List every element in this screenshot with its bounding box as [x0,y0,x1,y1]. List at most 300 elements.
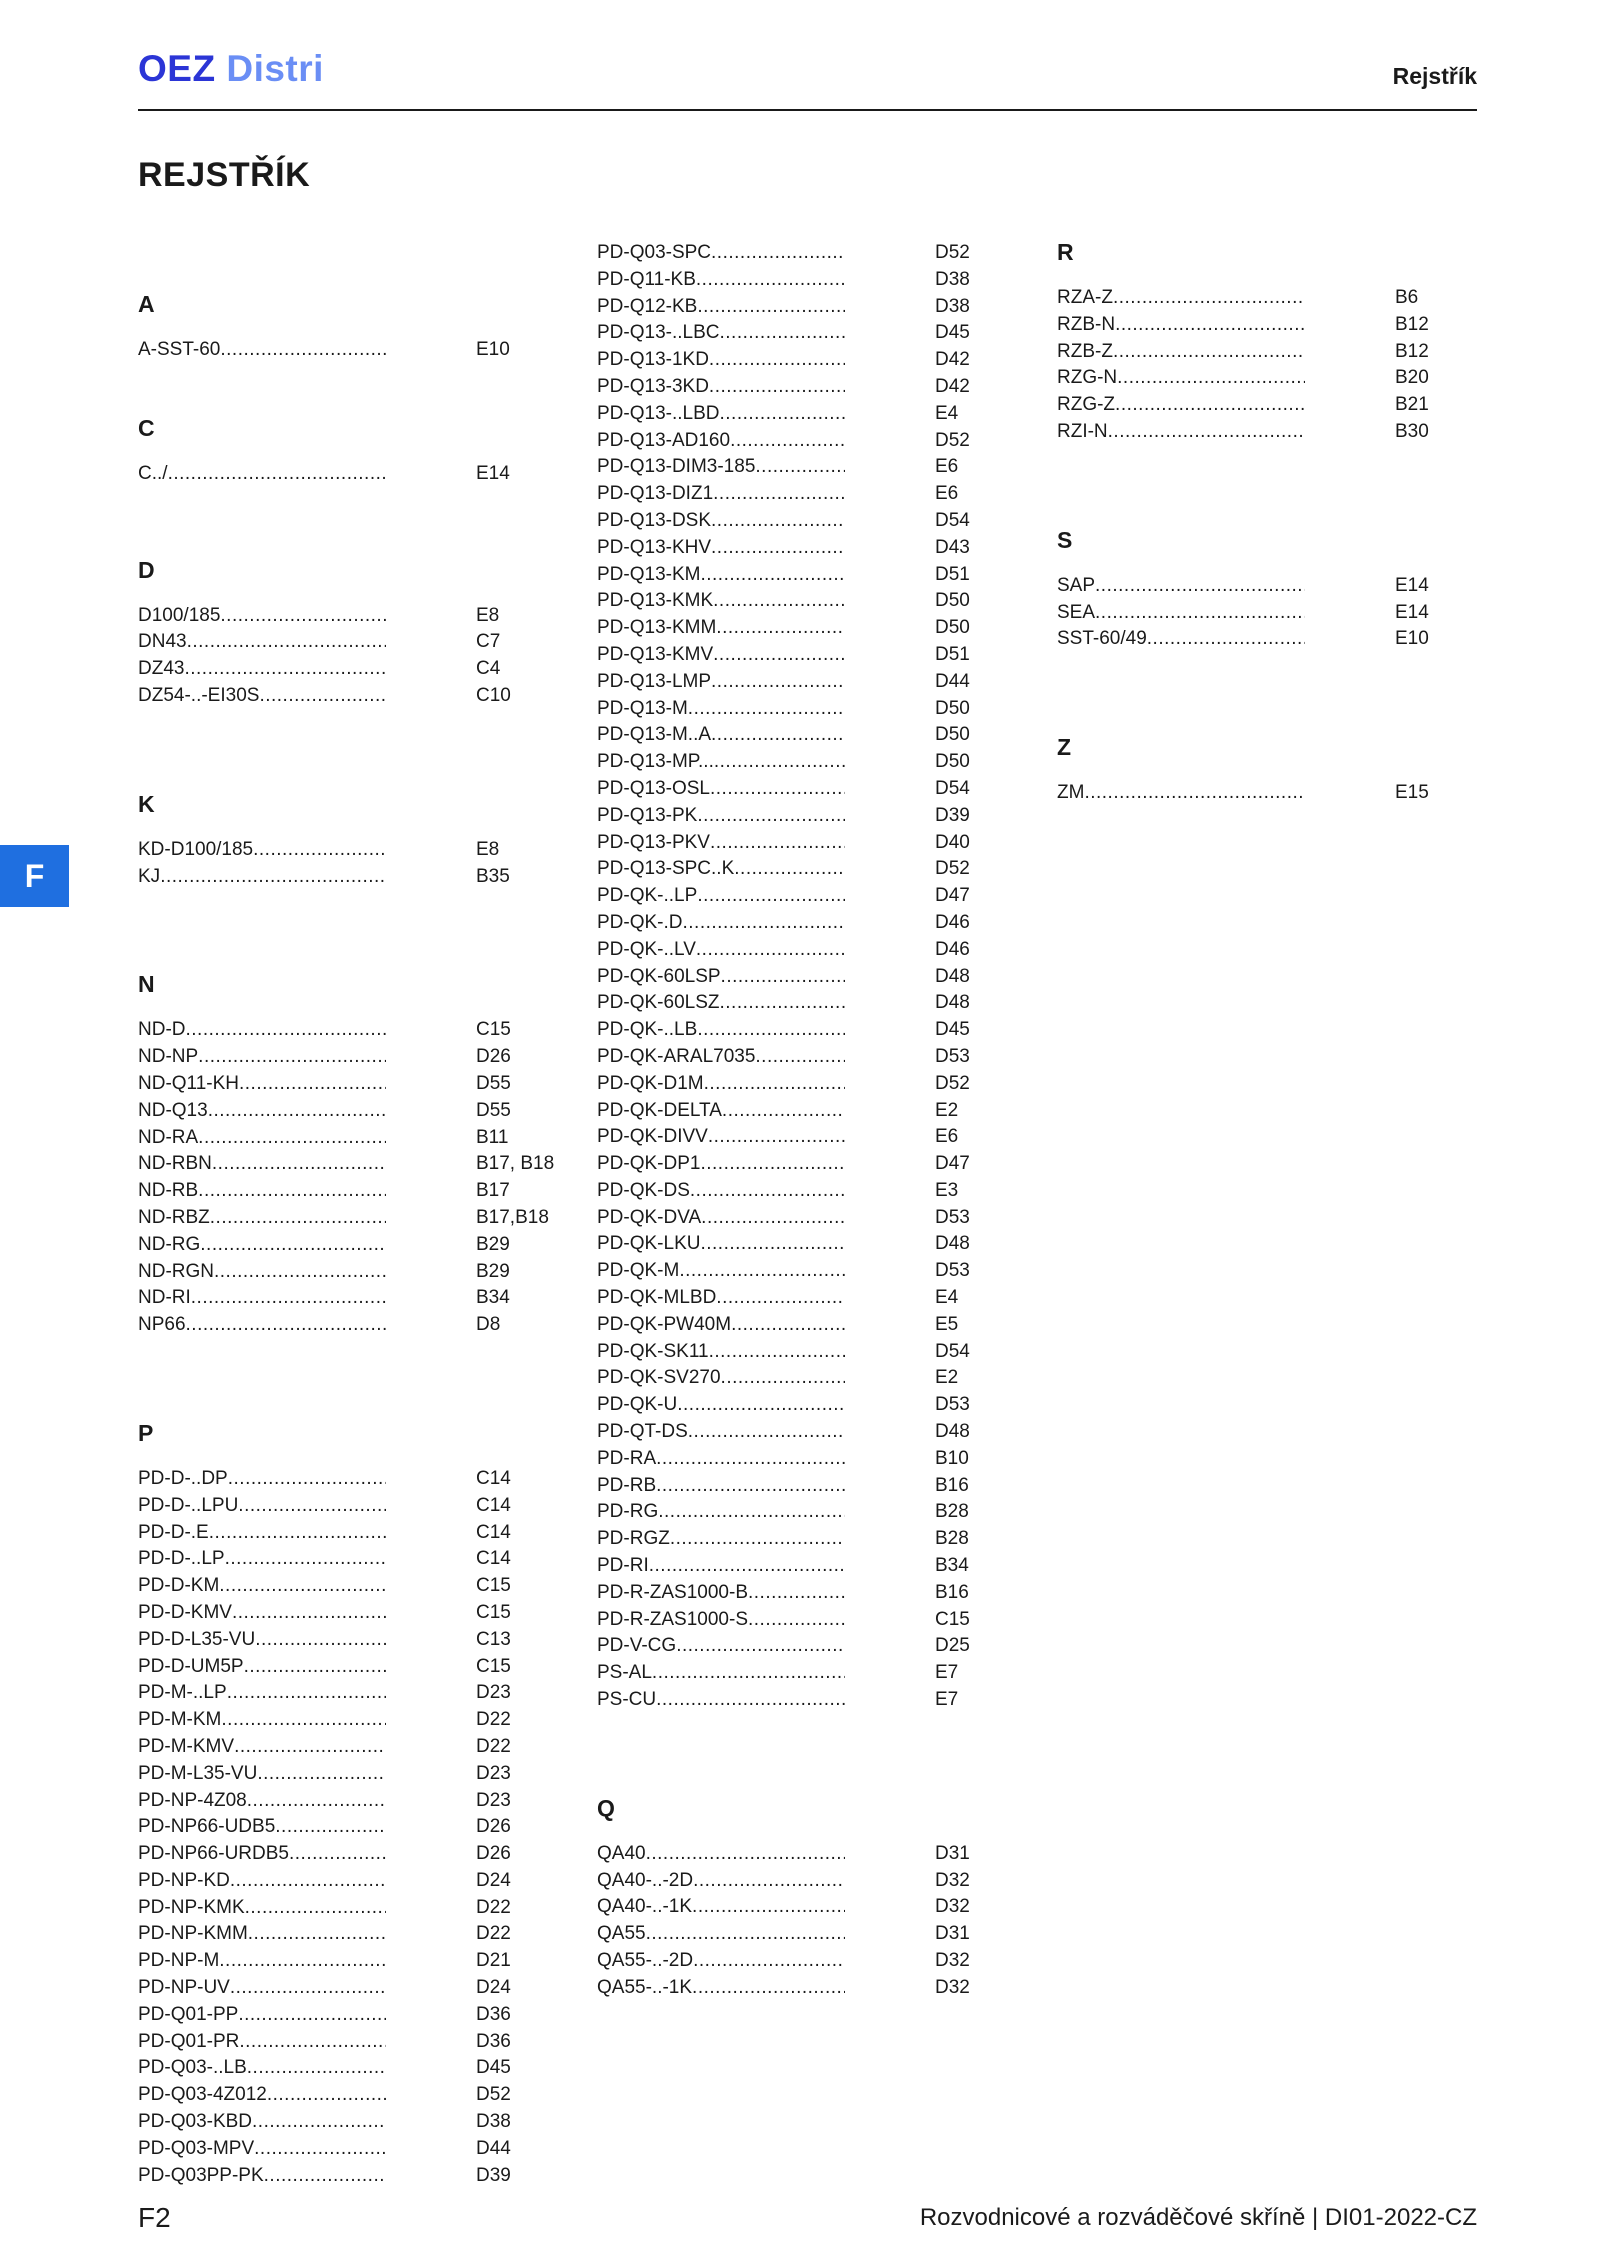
index-entry[interactable] [138,2002,558,2029]
index-entry-code: PD-Q13-MP... ..... [597,749,845,775]
index-entry-code: PD-Q13-DSK ..... [597,508,845,534]
index-entry[interactable] [597,642,1017,669]
index-entry[interactable] [1057,419,1477,446]
index-entry[interactable] [138,683,558,710]
index-entry-code: PD-QK-60LSZ ..... [597,990,845,1016]
index-entry-page: B17, B18 [476,1153,555,1175]
index-entry[interactable] [138,1312,558,1339]
index-entry[interactable] [597,1151,1017,1178]
index-entry[interactable] [138,2136,558,2163]
index-entry-page: D44 [935,670,970,692]
index-entry-page: B6 [1395,287,1419,308]
index-entry[interactable] [597,910,1017,937]
index-entry[interactable] [138,1868,558,1895]
index-entry-page: D55 [476,1072,511,1094]
index-entry[interactable] [597,1178,1017,1205]
index-entry[interactable] [138,656,558,683]
index-entry-page: E3 [935,1179,959,1201]
index-entry-page: B28 [935,1528,969,1550]
index-entry-code: PD-QK-..LV ..... [597,937,845,963]
index-entry-page: D53 [935,1206,970,1228]
index-entry-code: PD-QK-DS ..... [597,1178,845,1204]
index-entry-code: DZ54-..-EI30S ..... [138,683,386,709]
index-entry-page: D36 [476,2003,511,2025]
index-entry[interactable] [138,1948,558,1975]
index-entry-page: B28 [935,1501,969,1523]
index-entry-code: ND-RB ..... [138,1178,386,1204]
index-entry-page: D25 [935,1635,970,1657]
index-entry-code: PD-QK-PW40M ..... [597,1312,845,1338]
index-entry[interactable] [597,830,1017,857]
index-entry[interactable] [597,240,1017,267]
index-entry-code: PD-QK-60LSP ..... [597,964,845,990]
index-entry[interactable] [597,1365,1017,1392]
index-letter-heading: N [138,971,155,998]
index-entry-code: PS-AL ..... [597,1660,845,1686]
index-entry-code: PD-QK-DVA ..... [597,1205,845,1231]
index-entry-page: C14 [476,1521,511,1543]
index-entry[interactable] [597,1921,1017,1948]
index-entry-page: C7 [476,631,501,653]
index-entry[interactable] [138,337,558,364]
index-entry[interactable] [138,1259,558,1286]
index-entry-code: PS-CU ..... [597,1687,845,1713]
index-entry-page: C15 [476,1655,511,1677]
index-entry-code: PD-NP-KMK ..... [138,1895,386,1921]
index-entry[interactable] [597,1285,1017,1312]
index-entry-page: D24 [476,1977,511,1999]
index-entry[interactable] [138,1546,558,1573]
index-entry-page: D22 [476,1923,511,1945]
index-entry[interactable] [597,1312,1017,1339]
index-entry-page: B16 [935,1474,969,1496]
index-entry-code: PD-QK-SV270 ..... [597,1365,845,1391]
index-entry-code: PD-D-..LP ..... [138,1546,386,1572]
index-entry-page: E2 [935,1099,959,1121]
index-entry[interactable] [138,1466,558,1493]
index-entry-code: PD-M-KMV ..... [138,1734,386,1760]
index-entry[interactable] [597,1499,1017,1526]
index-entry[interactable] [138,864,558,891]
index-entry[interactable] [597,588,1017,615]
index-entry-page: B17,B18 [476,1206,549,1228]
index-entry-code: QA55-..-1K ..... [597,1975,845,2001]
index-entry-code: D100/185 ..... [138,603,386,629]
index-entry[interactable] [138,2109,558,2136]
index-entry-code: QA40-..-1K ..... [597,1894,845,1920]
index-entry-code: ND-RBN ..... [138,1151,386,1177]
index-entry[interactable] [597,1660,1017,1687]
index-entry-page: E5 [935,1313,959,1335]
group-spacer [1057,653,1477,735]
index-entry-page: B29 [476,1233,510,1255]
index-entry[interactable] [597,1017,1017,1044]
index-entry[interactable] [597,776,1017,803]
index-entry[interactable] [138,603,558,630]
index-entry[interactable] [138,837,558,864]
index-entry[interactable] [597,1975,1017,2002]
index-entry[interactable] [597,803,1017,830]
index-entry-page: D51 [935,563,970,585]
index-entry-page: D39 [476,2164,511,2186]
index-column-2 [597,240,1017,2002]
index-entry[interactable] [138,1493,558,1520]
index-entry[interactable] [597,347,1017,374]
index-entry[interactable] [597,1419,1017,1446]
index-entry[interactable] [597,883,1017,910]
index-entry-code: PD-Q03-..LB ..... [138,2055,386,2081]
index-entry[interactable] [138,629,558,656]
index-entry-code: KJ ..... [138,864,386,890]
index-entry-code: PD-QK-.D ..... [597,910,845,936]
index-entry-page: C15 [935,1608,970,1630]
index-entry[interactable] [138,1285,558,1312]
index-entry-code: RZA-Z ..... [1057,285,1305,311]
index-entry-page: D54 [935,1340,970,1362]
index-entry[interactable] [597,562,1017,589]
index-entry-code: PD-D-..LPU ..... [138,1493,386,1519]
index-entry[interactable] [138,1627,558,1654]
index-entry-code: PD-Q03PP-PK ..... [138,2163,386,2189]
index-entry-code: PD-RG ..... [597,1499,845,1525]
index-entry[interactable] [138,1573,558,1600]
index-entry-code: DZ43 ..... [138,656,386,682]
index-entry-code: PD-R-ZAS1000-S ..... [597,1607,845,1633]
index-entry-page: D52 [476,2084,511,2106]
index-entry[interactable] [138,1044,558,1071]
index-entry[interactable] [597,1258,1017,1285]
index-entry[interactable] [138,461,558,488]
index-entry[interactable] [138,1654,558,1681]
index-entry-code: PD-Q13-..LBD ..... [597,401,845,427]
index-entry-code: PD-Q13-OSL ..... [597,776,845,802]
index-entry[interactable] [138,1600,558,1627]
index-entry[interactable] [138,1734,558,1761]
index-entry[interactable] [138,2163,558,2190]
index-entry-code: PD-RB ..... [597,1473,845,1499]
index-entry[interactable] [138,1205,558,1232]
index-entry-code: PD-D-..DP ..... [138,1466,386,1492]
index-entry[interactable] [1057,600,1477,627]
index-letter-heading: A [138,291,155,317]
index-entry-page: E7 [935,1689,959,1711]
index-entry-page: D52 [935,858,970,880]
index-entry[interactable] [597,696,1017,723]
index-entry-page: D50 [935,724,970,746]
group-spacer [138,1339,558,1421]
index-entry-page: C14 [476,1467,511,1489]
index-entry[interactable] [597,669,1017,696]
index-entry-code: QA40 ..... [597,1841,845,1867]
index-entry[interactable] [597,1473,1017,1500]
index-entry-page: D22 [476,1735,511,1757]
index-entry-page: D54 [935,777,970,799]
index-letter-heading: D [138,556,155,583]
index-entry-page: D26 [476,1843,511,1865]
index-entry-code: PD-V-CG ..... [597,1633,845,1659]
index-entry-page: D48 [935,992,970,1014]
index-entry-page: C15 [476,1575,511,1597]
index-entry-code: ND-RA ..... [138,1125,386,1151]
index-entry[interactable] [138,1895,558,1922]
index-letter-heading: R [1057,239,1074,265]
index-entry-page: D53 [935,1260,970,1282]
index-entry[interactable] [138,1921,558,1948]
index-entry[interactable] [597,964,1017,991]
index-entry-code: PD-M-..LP ..... [138,1680,386,1706]
index-entry[interactable] [597,320,1017,347]
index-entry-page: D42 [935,375,970,397]
index-entry-code: PD-NP-4Z08 ..... [138,1788,386,1814]
index-entry-code: PD-QK-ARAL7035 ..... [597,1044,845,1070]
index-entry-page: D46 [935,911,970,933]
index-entry[interactable] [597,535,1017,562]
index-entry-code: PD-QK-D1M ..... [597,1071,845,1097]
index-entry[interactable] [138,1178,558,1205]
index-entry[interactable] [138,2082,558,2109]
index-entry[interactable] [597,267,1017,294]
index-entry[interactable] [1057,780,1477,807]
index-entry-page: D45 [476,2057,511,2079]
index-entry[interactable] [597,749,1017,776]
index-entry[interactable] [138,2029,558,2056]
index-entry-page: C15 [476,1019,511,1041]
index-entry-code: PD-D-L35-VU ..... [138,1627,386,1653]
index-entry-code: PD-Q13-PKV ..... [597,830,845,856]
index-entry-page: D23 [476,1789,511,1811]
index-entry[interactable] [138,1151,558,1178]
index-entry[interactable] [138,1520,558,1547]
index-entry-page: B21 [1395,394,1429,416]
index-entry-page: E6 [935,456,959,478]
index-entry-code: RZB-N ..... [1057,312,1305,338]
index-entry[interactable] [597,428,1017,455]
index-entry[interactable] [138,1017,558,1044]
index-entry[interactable] [597,1948,1017,1975]
index-entry-page: D45 [935,322,970,344]
index-entry-page: D53 [935,1045,970,1067]
index-entry-code: ZM ..... [1057,780,1305,806]
index-entry-page: D52 [935,429,970,451]
index-entry-code: PD-Q13-..LBC ..... [597,320,845,346]
index-entry-code: PD-QK-DELTA ..... [597,1098,845,1124]
index-entry-page: E6 [935,483,959,505]
index-entry[interactable] [597,401,1017,428]
index-entry-code: PD-RGZ ..... [597,1526,845,1552]
index-entry-code: PD-Q03-4Z012 ..... [138,2082,386,2108]
index-entry[interactable] [1057,339,1477,366]
index-entry-code: ND-RG ..... [138,1232,386,1258]
index-entry-page: E7 [935,1662,959,1684]
index-entry[interactable] [138,1125,558,1152]
index-entry[interactable] [597,1098,1017,1125]
index-entry-page: D31 [935,1923,970,1945]
index-entry[interactable] [597,1868,1017,1895]
index-letter-heading: Z [1057,734,1072,761]
index-entry-page: D26 [476,1046,511,1068]
index-entry-page: D50 [935,697,970,719]
index-entry[interactable] [138,1761,558,1788]
group-spacer [138,890,558,972]
index-entry[interactable] [138,1975,558,2002]
index-entry[interactable] [597,937,1017,964]
index-entry-page: D26 [476,1816,511,1838]
index-entry-code: PD-Q13-3KD ..... [597,374,845,400]
index-entry-page: D52 [935,1072,970,1094]
index-entry-page: E6 [935,1126,959,1148]
page-title: REJSTŘÍK [138,156,311,194]
index-entry-code: PD-Q13-SPC..K ..... [597,856,845,882]
index-entry-code: ND-RI ..... [138,1285,386,1311]
index-entry-code: PD-QK-U ..... [597,1392,845,1418]
index-entry[interactable] [138,1232,558,1259]
index-entry-code: PD-QK-..LB ..... [597,1017,845,1043]
index-entry[interactable] [138,1071,558,1098]
index-entry-code: ND-Q13 ..... [138,1098,386,1124]
index-entry[interactable] [597,1894,1017,1921]
index-entry-code: RZG-N ..... [1057,365,1305,391]
index-entry-code: PD-Q13-KM ..... [597,562,845,588]
index-entry[interactable] [597,1071,1017,1098]
index-entry-code: PD-Q13-M ..... [597,696,845,722]
index-entry-page: C10 [476,684,511,706]
index-entry[interactable] [597,722,1017,749]
index-entry[interactable] [597,1526,1017,1553]
index-entry-code: NP66 ..... [138,1312,386,1338]
index-entry-code: PD-RI ..... [597,1553,845,1579]
index-entry-code: RZB-Z ..... [1057,339,1305,365]
index-entry[interactable] [597,481,1017,508]
index-entry-page: D23 [476,1682,511,1704]
index-entry-page: D32 [935,1896,970,1918]
index-entry-page: D48 [935,1421,970,1443]
index-entry[interactable] [597,1841,1017,1868]
index-entry[interactable] [1057,312,1477,339]
index-entry-code: RZI-N ..... [1057,419,1305,445]
index-entry[interactable] [597,1687,1017,1714]
index-entry-page: B30 [1395,420,1429,442]
index-entry-code: QA40-..-2D ..... [597,1868,845,1894]
index-entry-page: D32 [935,1869,970,1891]
index-entry[interactable] [597,1392,1017,1419]
index-entry-page: D21 [476,1950,511,1972]
index-entry-code: PD-D-KMV ..... [138,1600,386,1626]
index-entry[interactable] [597,615,1017,642]
index-entry-page: B34 [935,1555,969,1577]
index-entry[interactable] [138,1841,558,1868]
index-entry-code: PD-Q03-SPC ..... [597,240,845,266]
index-entry[interactable] [597,856,1017,883]
index-entry-page: D50 [935,590,970,612]
index-entry-code: PD-QK-MLBD ..... [597,1285,845,1311]
index-entry-code: ND-NP ..... [138,1044,386,1070]
index-entry-code: C../ ..... [138,461,386,487]
index-entry[interactable] [597,294,1017,321]
group-spacer [138,488,558,558]
index-entry[interactable] [597,1339,1017,1366]
index-entry-page: D42 [935,349,970,371]
index-entry[interactable] [1057,392,1477,419]
index-entry-code: PD-NP-M ..... [138,1948,386,1974]
index-entry-page: B11 [476,1126,509,1148]
index-entry-code: PD-Q13-KHV ..... [597,535,845,561]
index-entry[interactable] [597,1580,1017,1607]
index-entry[interactable] [597,1124,1017,1151]
index-entry-page: C15 [476,1601,511,1623]
index-entry-page: D31 [935,1842,970,1864]
index-entry[interactable] [1057,626,1477,653]
index-entry[interactable] [138,1098,558,1125]
index-entry-code: PD-RA ..... [597,1446,845,1472]
index-entry-code: PD-NP-UV ..... [138,1975,386,2001]
index-entry-code: PD-Q13-DIZ1 ..... [597,481,845,507]
index-entry[interactable] [597,1446,1017,1473]
index-entry[interactable] [597,1044,1017,1071]
index-entry-page: E14 [1395,574,1429,596]
index-entry-page: C13 [476,1628,511,1650]
index-entry-code: PD-QK-LKU ..... [597,1231,845,1257]
index-entry-page: D38 [935,295,970,317]
index-entry[interactable] [597,374,1017,401]
index-entry[interactable] [138,1814,558,1841]
index-entry-page: B35 [476,865,510,887]
index-entry-code: PD-Q13-M..A ..... [597,722,845,748]
index-column-1 [138,240,558,2189]
chapter-tab[interactable]: F [0,845,69,907]
index-entry-page: D38 [476,2111,511,2133]
index-entry-page: C4 [476,658,501,680]
index-entry-page: D47 [935,1153,970,1175]
index-entry[interactable] [597,454,1017,481]
index-entry-code: PD-Q13-1KD ..... [597,347,845,373]
oez-distri-logo [138,50,324,87]
index-entry[interactable] [1057,285,1477,312]
index-entry-page: E2 [935,1367,959,1389]
index-entry-code: PD-QK-M ..... [597,1258,845,1284]
index-entry-code: PD-Q03-KBD ..... [138,2109,386,2135]
index-entry[interactable] [597,1633,1017,1660]
index-entry-page: E15 [1395,782,1429,804]
index-entry-code: PD-M-KM ..... [138,1707,386,1733]
index-entry-code: ND-Q11-KH ..... [138,1071,386,1097]
index-entry-code: PD-M-L35-VU ..... [138,1761,386,1787]
index-entry[interactable] [597,990,1017,1017]
index-entry[interactable] [597,1553,1017,1580]
index-entry-code: QA55-..-2D ..... [597,1948,845,1974]
index-entry-code: PD-Q13-KMK ..... [597,588,845,614]
index-entry[interactable] [597,1231,1017,1258]
index-column-3 [1057,240,1477,807]
index-entry[interactable] [138,1788,558,1815]
index-entry-page: E10 [476,339,510,360]
index-entry[interactable] [597,1607,1017,1634]
index-entry[interactable] [597,508,1017,535]
index-entry[interactable] [138,2055,558,2082]
index-entry[interactable] [138,1680,558,1707]
index-entry-page: D48 [935,1233,970,1255]
index-entry-page: B20 [1395,367,1429,389]
page-number: F2 [138,2202,171,2233]
group-spacer [1057,446,1477,528]
index-entry-code: A-SST-60 ..... [138,337,386,363]
index-entry[interactable] [597,1205,1017,1232]
index-entry[interactable] [138,1707,558,1734]
index-entry-page: E4 [935,1287,959,1309]
index-entry[interactable] [1057,365,1477,392]
index-entry[interactable] [1057,573,1477,600]
index-entry-page: D22 [476,1896,511,1918]
index-entry-code: DN43 ..... [138,629,386,655]
